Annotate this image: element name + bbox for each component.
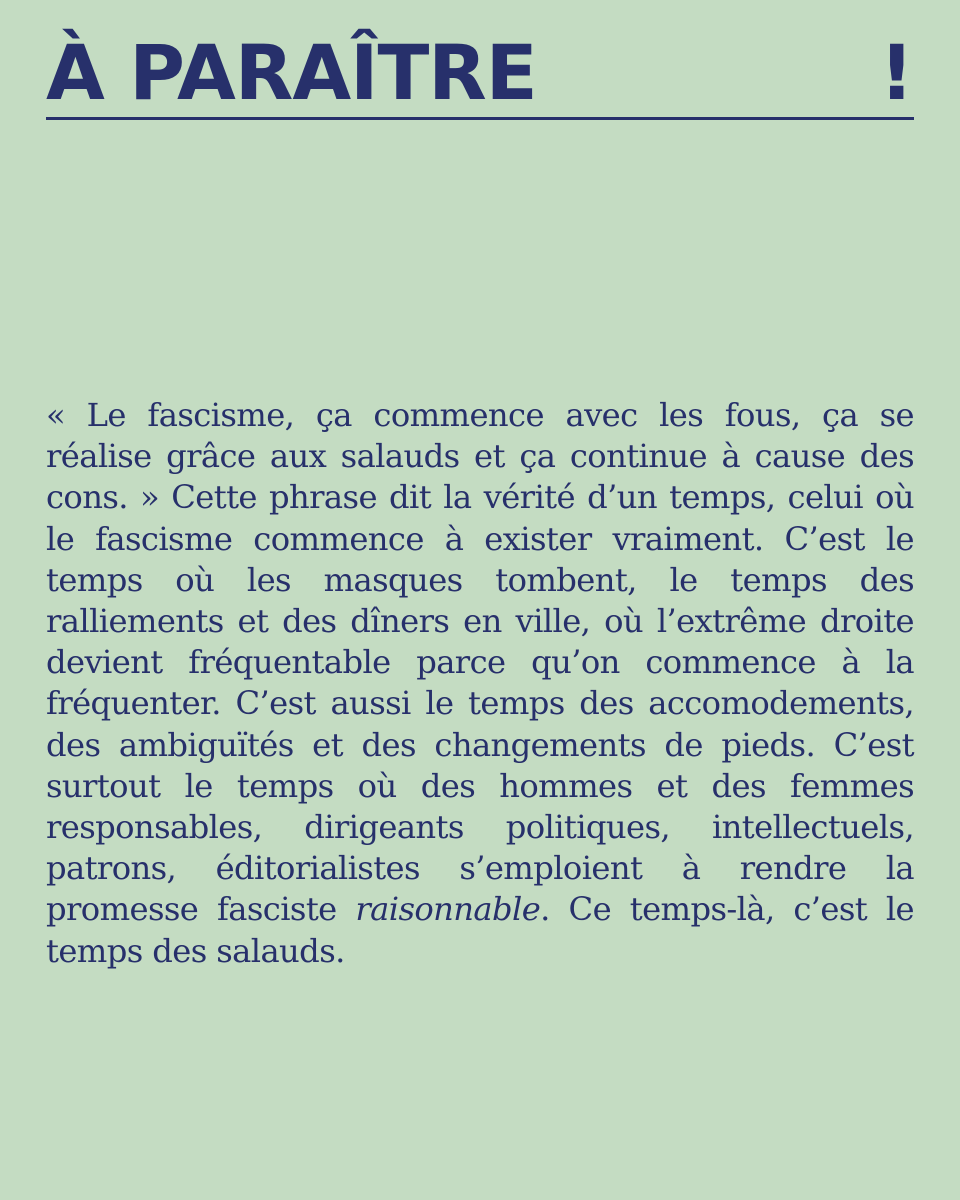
header-divider — [46, 117, 914, 120]
paragraph-text-end: . Ce temps-là, c’est le temps des salauds. — [46, 890, 915, 970]
paragraph-text-start: « Le fascisme, ça commence avec les fous, ça se réalise grâce aux salauds et ça continue à cause des cons. » Cette phrase dit la vérité d’un temps, celui où le fascisme commence à exister vraiment. C’est le temps où les masques tombent, le temps des ralliements et des dîners en ville, où l’extrême droite devient fréquentable parce qu’on commence à la fréquenter. C’est aussi le temps des accomodements, des ambiguïtés et des changements de pieds. C’est surtout le temps où des hommes et des femmes responsables, dirigeants politiques, intellectuels, patrons, éditorialistes s’emploient à rendre la promesse fasciste — [46, 396, 914, 929]
italic-emphasis: raisonnable — [355, 890, 541, 929]
quote-paragraph — [46, 395, 914, 972]
exclamation-mark: ! — [879, 28, 914, 117]
page-header — [46, 30, 914, 120]
page-title: À PARAÎTRE — [46, 28, 537, 117]
